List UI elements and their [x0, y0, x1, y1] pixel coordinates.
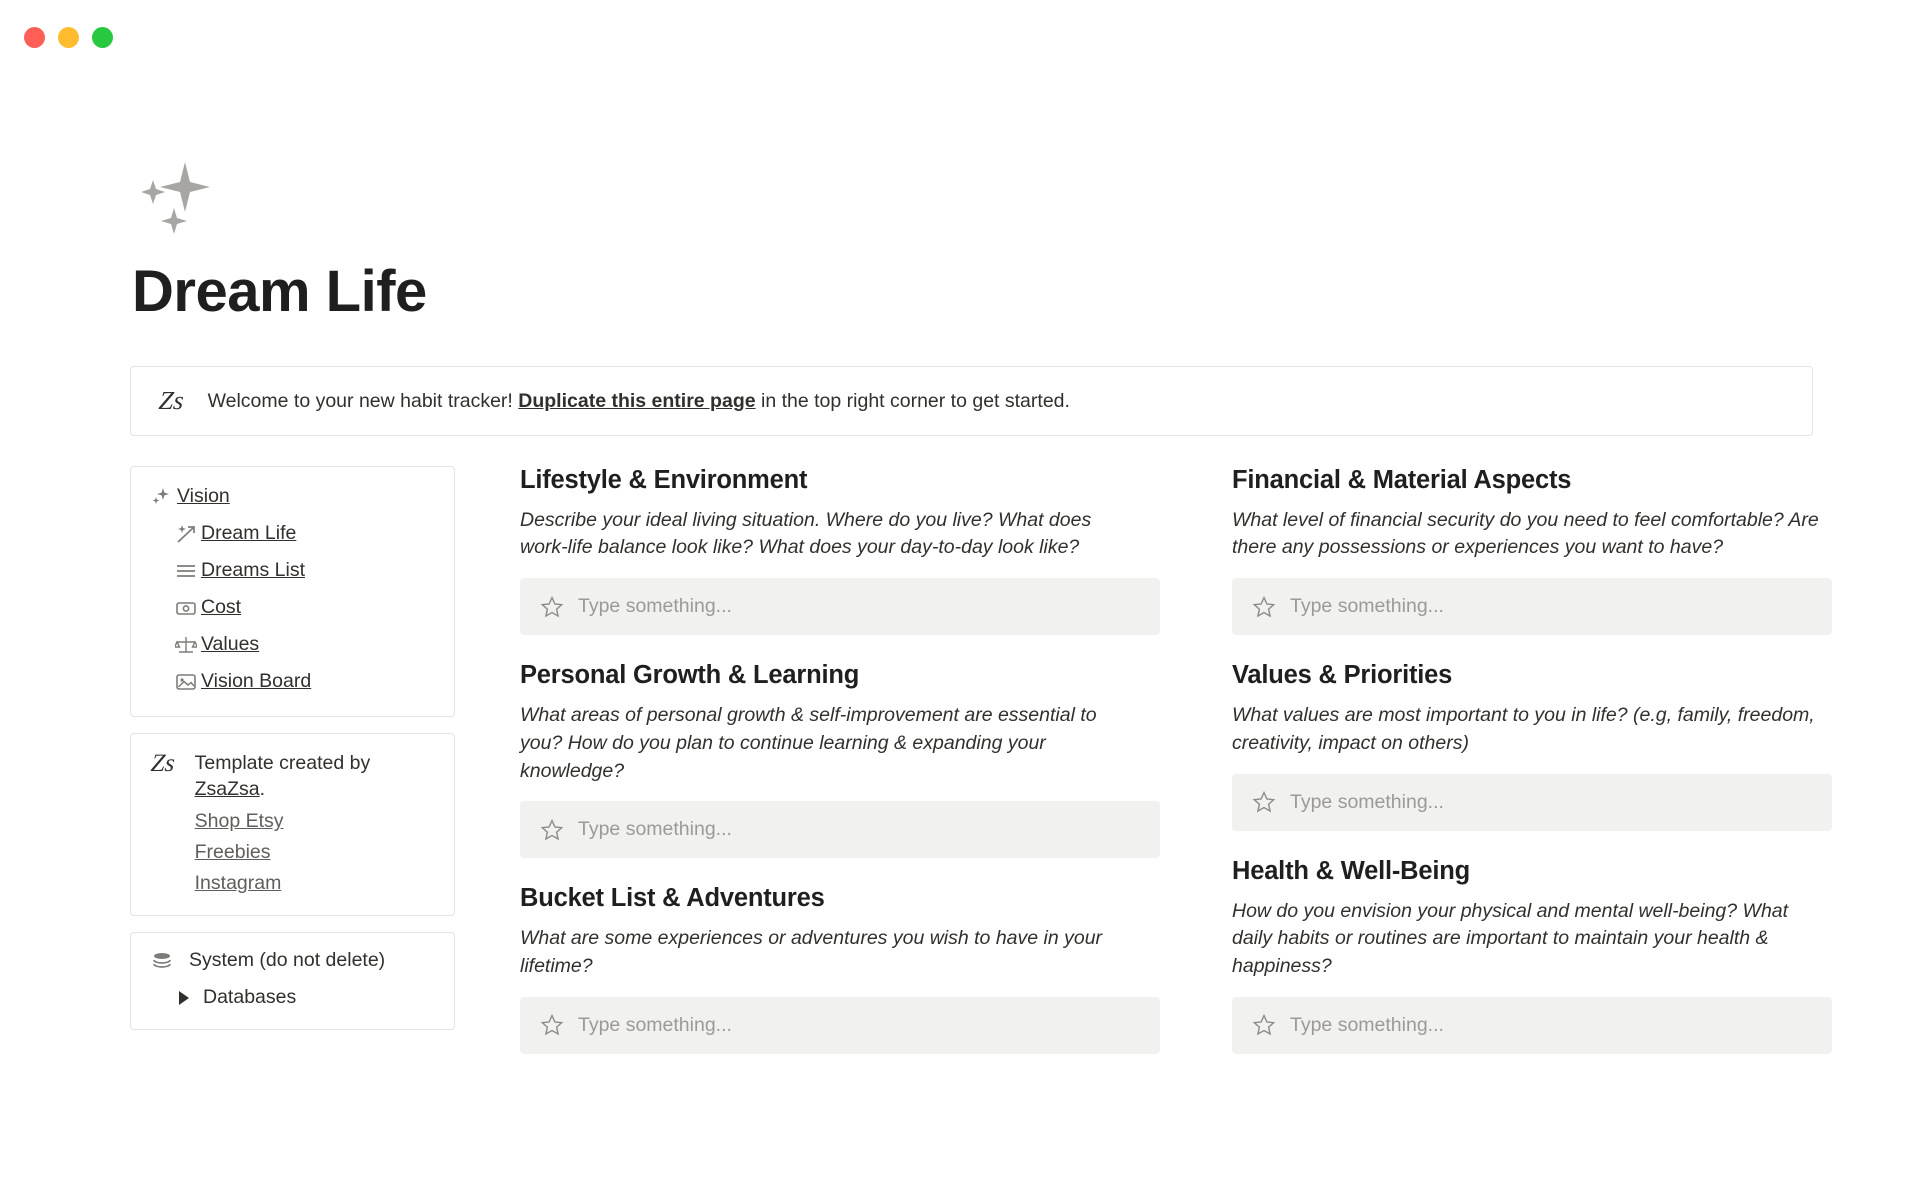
financial-input[interactable]	[1232, 578, 1832, 635]
content-columns	[130, 465, 1819, 1080]
sidebar-item-cost[interactable]	[151, 594, 434, 622]
sparkle-arrow-icon	[175, 523, 201, 545]
sidebar-item-vision-board[interactable]	[151, 668, 434, 696]
input-placeholder: Type something...	[578, 818, 732, 841]
section-title: Health & Well-Being	[1232, 856, 1471, 885]
section-values-priorities	[1232, 661, 1832, 830]
section-health-wellbeing	[1232, 857, 1832, 1054]
star-icon	[1252, 1013, 1276, 1037]
creator-name-link[interactable]: ZsaZsa	[194, 778, 260, 801]
sidebar-item-dream-life[interactable]	[151, 520, 434, 548]
values-input[interactable]	[1232, 774, 1832, 831]
section-prompt: Describe your ideal living situation. Where do you live? What does work-life balance look like? What does your day-to-day look like?	[520, 508, 1092, 559]
star-icon	[540, 595, 564, 619]
zsazsa-logo-icon: Zs	[149, 749, 177, 777]
database-stack-icon	[151, 950, 177, 972]
sidebar-nav-card	[130, 466, 455, 717]
page-body	[0, 156, 1920, 1080]
sidebar-item-label: Dream Life	[201, 522, 297, 545]
section-title: Values & Priorities	[1232, 661, 1453, 690]
star-icon	[540, 818, 564, 842]
window-titlebar	[0, 0, 1920, 74]
sparkles-icon	[133, 156, 229, 236]
section-personal-growth-learning	[520, 661, 1160, 858]
main-column-right	[1232, 466, 1832, 1080]
duplicate-page-link[interactable]: Duplicate this entire page	[518, 389, 756, 412]
input-placeholder: Type something...	[1290, 595, 1444, 618]
minimize-window-button[interactable]	[58, 27, 79, 48]
creator-card	[130, 733, 455, 917]
image-icon	[175, 671, 201, 693]
creator-credit	[195, 750, 434, 803]
system-card	[130, 932, 455, 1030]
input-placeholder: Type something...	[578, 1013, 732, 1036]
system-header	[151, 949, 434, 972]
health-input[interactable]	[1232, 997, 1832, 1054]
star-icon	[1252, 790, 1276, 814]
star-icon	[540, 1013, 564, 1037]
personal-growth-input[interactable]	[520, 801, 1160, 858]
databases-label: Databases	[203, 986, 297, 1009]
chevron-right-icon	[179, 991, 189, 1005]
sidebar	[130, 466, 455, 1080]
sidebar-item-label: Vision Board	[201, 670, 312, 693]
sidebar-item-vision[interactable]	[151, 483, 434, 511]
star-icon	[1252, 595, 1276, 619]
section-title: Bucket List & Adventures	[520, 884, 825, 913]
list-icon	[175, 560, 201, 582]
input-placeholder: Type something...	[1290, 790, 1444, 813]
input-placeholder: Type something...	[1290, 1013, 1444, 1036]
section-prompt: What areas of personal growth & self-improvement are essential to you? How do you plan to continue learning & expanding your knowledge?	[520, 704, 1097, 782]
shop-etsy-link[interactable]: Shop Etsy	[194, 810, 284, 833]
freebies-link[interactable]: Freebies	[194, 841, 271, 864]
section-prompt: What values are most important to you in life? (e.g, family, freedom, creativity, impact on others)	[1232, 704, 1815, 754]
sparkles-icon	[151, 486, 177, 508]
system-label: System (do not delete)	[189, 949, 386, 972]
section-title: Financial & Material Aspects	[1232, 465, 1572, 494]
maximize-window-button[interactable]	[92, 27, 113, 48]
lifestyle-input[interactable]	[520, 578, 1160, 635]
scales-icon	[175, 634, 201, 656]
money-icon	[175, 597, 201, 619]
sidebar-item-label: Dreams List	[201, 559, 306, 582]
sidebar-item-label: Vision	[177, 485, 230, 508]
sidebar-item-label: Cost	[201, 596, 242, 619]
creator-period: .	[259, 778, 266, 801]
section-lifestyle-environment	[520, 466, 1160, 635]
page-title: Dream Life	[132, 259, 427, 324]
section-prompt: What level of financial security do you need to feel comfortable? Are there any possessions or experiences you want to have?	[1232, 508, 1819, 559]
section-prompt: What are some experiences or adventures you wish to have in your lifetime?	[520, 927, 1103, 977]
zsazsa-logo-icon: Zs	[157, 385, 186, 415]
section-title: Lifestyle & Environment	[520, 465, 808, 494]
section-financial-material-aspects	[1232, 466, 1832, 635]
section-prompt: How do you envision your physical and mental well-being? What daily habits or routines are important to maintain your health & happiness?	[1232, 899, 1789, 977]
main-column-left	[520, 466, 1160, 1080]
callout-text-before: Welcome to your new habit tracker!	[207, 389, 519, 412]
section-bucket-list-adventures	[520, 884, 1160, 1053]
creator-credit-text: Template created by	[194, 751, 371, 774]
window-controls	[24, 27, 113, 48]
section-title: Personal Growth & Learning	[520, 661, 860, 690]
input-placeholder: Type something...	[578, 595, 732, 618]
bucket-list-input[interactable]	[520, 997, 1160, 1054]
instagram-link[interactable]: Instagram	[194, 872, 282, 895]
databases-toggle[interactable]	[151, 986, 434, 1009]
welcome-callout-text	[208, 387, 1070, 415]
sidebar-item-dreams-list[interactable]	[151, 557, 434, 585]
callout-text-after: in the top right corner to get started.	[755, 389, 1070, 412]
sidebar-item-values[interactable]	[151, 631, 434, 659]
close-window-button[interactable]	[24, 27, 45, 48]
welcome-callout	[130, 366, 1813, 436]
sidebar-item-label: Values	[201, 633, 260, 656]
